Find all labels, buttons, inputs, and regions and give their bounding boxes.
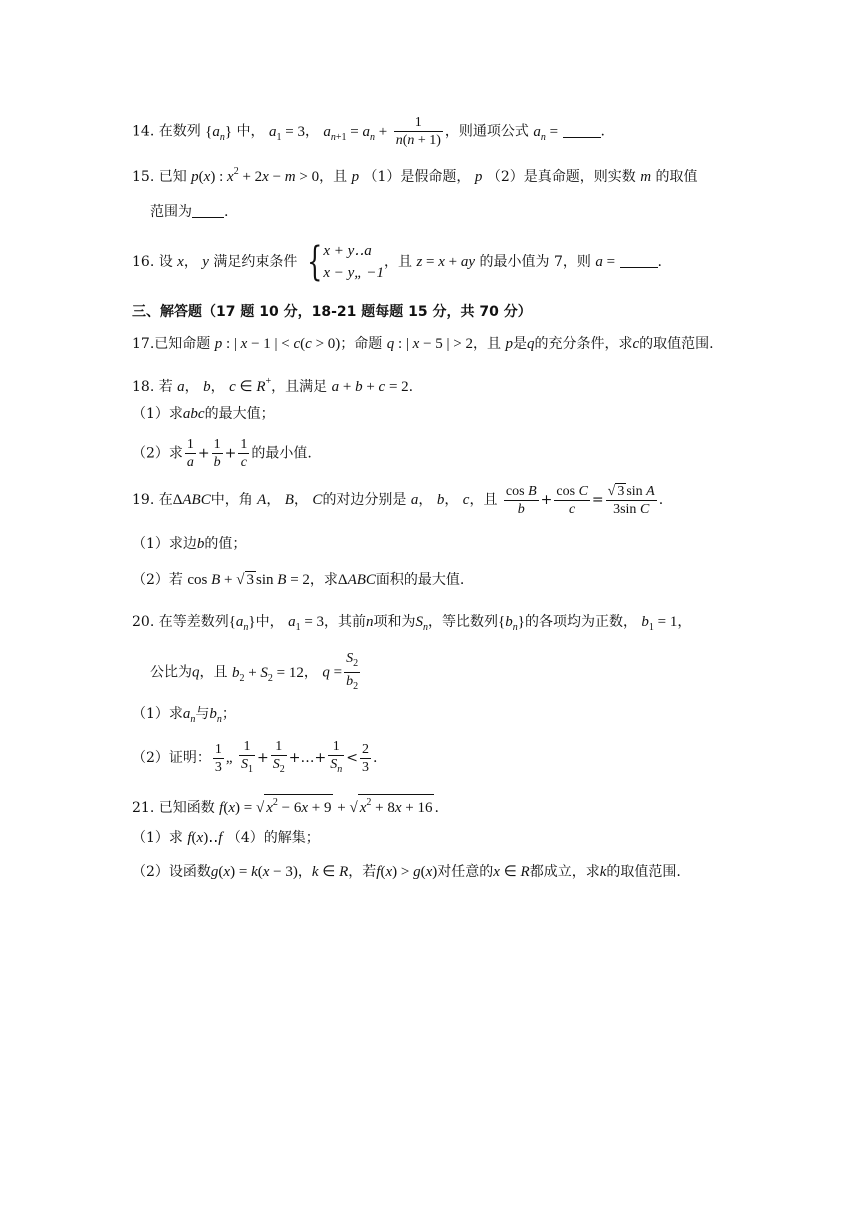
text: ；	[221, 706, 236, 722]
fraction: $\frac{1}{c}$	[240, 437, 248, 470]
answer-blank[interactable]	[620, 253, 658, 268]
fraction: $\frac{1}{S_n}$	[330, 739, 343, 775]
text: ，若	[348, 864, 377, 880]
question-21	[132, 794, 439, 818]
question-number: 15.	[132, 169, 155, 185]
question-number: 20.	[132, 614, 155, 630]
text: ，	[304, 123, 319, 140]
math: b	[196, 536, 205, 552]
constraint-system: x + y‥a x − y„ −1	[323, 243, 384, 281]
math: c	[632, 336, 640, 352]
text: 在	[158, 492, 173, 508]
math: $a_1 = 3$	[268, 123, 305, 143]
text: 中，	[255, 614, 284, 630]
text: 在等差数列	[158, 614, 229, 630]
section-title: 三、解答题（17 题 10 分，18-21 题每题 15 分，共 70 分）	[132, 304, 532, 320]
math: a	[177, 379, 185, 395]
question-16	[132, 240, 662, 284]
math: m	[640, 169, 652, 185]
text: .	[372, 750, 378, 766]
answer-blank[interactable]	[192, 203, 224, 218]
text: ，且	[469, 492, 498, 508]
answer-blank[interactable]	[563, 123, 601, 138]
question-15-cont	[150, 202, 228, 222]
fraction: $\frac{\text{cos C}}{c}$	[556, 483, 588, 517]
text: .	[657, 254, 662, 270]
text: 的对边分别是	[322, 492, 407, 508]
text: （1）求	[132, 706, 183, 722]
text: ，且满足	[271, 379, 328, 395]
text: 范围为	[150, 204, 192, 220]
question-19: 19. 在ΔABC中，角 A， B， C的对边分别是 a， b， c，且 $\frac{\text{cos B}}{b}$ + $\frac{\text{cos C}}{c}$ = $\frac{\text{√ 3 sin A}}{\text{3sin C}}$ .	[132, 483, 664, 517]
text: 在数列	[158, 123, 201, 140]
math: x	[177, 254, 184, 270]
text: ，且	[383, 254, 412, 270]
math: A	[257, 492, 267, 508]
question-20	[132, 612, 691, 638]
text: 设	[158, 254, 173, 270]
brace: {	[306, 239, 323, 285]
math: a	[410, 492, 419, 508]
math: y	[202, 254, 209, 270]
question-number: 16.	[132, 254, 155, 270]
text: 已知命题	[154, 336, 211, 352]
math: z = x + ay	[416, 254, 476, 270]
text: （2）求	[132, 445, 183, 462]
text: 已知	[158, 169, 187, 185]
question-15	[132, 162, 698, 187]
text: 中，	[236, 123, 265, 140]
text: ，	[210, 379, 225, 395]
text: 的最小值为 7，则	[479, 254, 591, 270]
question-17	[132, 334, 714, 354]
math: $a_n$ =	[533, 123, 559, 143]
text: .	[600, 123, 605, 140]
fraction: $\frac{1}{b}$	[213, 437, 221, 470]
math: p	[351, 169, 360, 185]
text: 的充分条件，求	[534, 336, 633, 352]
text: ，求	[309, 572, 338, 588]
math: k ∈ R	[311, 864, 349, 880]
text: （1）是假命题，	[363, 169, 471, 185]
text: .	[658, 492, 664, 508]
text: 是	[512, 336, 527, 352]
math: b	[203, 379, 211, 395]
math: $\{a_n\}$	[205, 123, 233, 143]
math: p	[505, 336, 513, 352]
math: a =	[595, 254, 616, 270]
text: 已知函数	[158, 800, 215, 816]
text: ，且	[319, 169, 348, 185]
fraction: $\frac{\text{√ 3 sin A}}{\text{3sin C}}$	[607, 483, 655, 517]
text: 与	[195, 706, 210, 722]
math: c ∈ R+	[229, 376, 272, 395]
math: b	[436, 492, 445, 508]
text: 的最小值.	[251, 445, 312, 462]
text: （2）是真命题，则实数	[486, 169, 636, 185]
text: 面积的最大值.	[375, 572, 465, 588]
text: ，	[184, 379, 199, 395]
math: k	[599, 864, 607, 880]
math: c	[462, 492, 470, 508]
text: .	[434, 800, 439, 816]
math: x ∈ R	[493, 864, 530, 880]
math: $a_1 = 3$	[288, 614, 325, 633]
question-20-part-1	[132, 704, 236, 730]
question-number: 19.	[132, 492, 155, 508]
math: q	[526, 336, 535, 352]
text: 公比为	[150, 664, 192, 681]
fraction: $\frac{1}{a}$	[186, 437, 194, 470]
math: $b_2 + S_2 = 12$	[231, 664, 304, 684]
math: cos B + √ 3 sin B = 2	[187, 572, 310, 588]
text: ，	[183, 254, 198, 270]
text: ，则通项公式	[444, 123, 529, 140]
question-21-part-1	[132, 828, 320, 848]
math: ΔABC	[337, 572, 376, 588]
math: ΔABC	[172, 492, 211, 508]
math: f(x) > g(x)	[376, 864, 438, 880]
math: $b_n$	[209, 706, 222, 725]
question-number: 14.	[132, 123, 155, 140]
question-20-part-2: （2）证明： $\frac{1}{3}$ „ $\frac{1}{S_1}$ + $\frac{1}{S_2}$ +…+ $\frac{1}{S_n}$ < $\frac{2}{3}$ .	[132, 738, 377, 778]
text: 的取值	[655, 169, 698, 185]
fraction: $\frac{2}{3}$	[361, 741, 369, 775]
math: $a_{n+1} = a_n$ +	[323, 123, 388, 143]
text: 的取值范围.	[606, 864, 681, 880]
text: 的值；	[204, 536, 247, 552]
math: g(x) = k(x − 3)	[210, 864, 298, 880]
text: （2）设函数	[132, 864, 211, 880]
question-number: 18.	[132, 379, 155, 395]
math: $\{a_n\}$	[228, 614, 256, 633]
math: $b_1 = 1$	[641, 614, 678, 633]
text: （2）证明：	[132, 750, 211, 766]
question-18-part-2: （2）求 $\frac{1}{a}$ + $\frac{1}{b}$ + $\frac{1}{c}$ 的最小值.	[132, 437, 312, 470]
text: ，且	[473, 336, 502, 352]
math: n	[366, 614, 374, 630]
question-18	[132, 372, 413, 397]
text: ，	[297, 864, 312, 880]
math: a + b + c = 2	[331, 379, 409, 395]
fraction: $\frac{1}{S_2}$	[272, 739, 285, 775]
math: q : | x − 5 | > 2	[386, 336, 474, 352]
text: 都成立，求	[529, 864, 600, 880]
fraction: $\frac{1}{n(n + 1)}$	[395, 115, 441, 148]
text: ，	[293, 492, 308, 508]
question-number: 21.	[132, 800, 155, 816]
text: .	[408, 379, 414, 395]
text: 的最大值；	[204, 406, 275, 422]
text: （1）求	[132, 406, 183, 422]
math: p(x) : $x^2 + 2x - m > 0$	[191, 166, 320, 185]
question-18-part-1	[132, 404, 275, 424]
text: ，且	[199, 664, 228, 681]
text: ，	[677, 614, 692, 630]
text: ，等比数列	[428, 614, 499, 630]
math: p : | x − 1 | < c(c > 0)	[214, 336, 341, 352]
text: 对任意的	[437, 864, 494, 880]
math: $\{b_n\}$	[498, 614, 525, 633]
math: $S_n$	[415, 614, 429, 633]
question-number: 17.	[132, 336, 155, 352]
question-19-part-2	[132, 570, 464, 590]
text: 的取值范围.	[639, 336, 714, 352]
math: q	[192, 664, 200, 681]
question-14	[132, 114, 605, 149]
math: p	[474, 169, 483, 185]
math: C	[312, 492, 323, 508]
text: ，	[418, 492, 433, 508]
math: abc	[182, 406, 205, 422]
text: （4）的解集；	[226, 830, 320, 846]
text: （2）若	[132, 572, 183, 588]
math: f(x) = √ $x^2 - 6x + 9$ + √ $x^2 + 8x + 16$	[219, 800, 434, 816]
fraction: $\frac{1}{3}$	[214, 741, 222, 775]
text: 的各项均为正数，	[524, 614, 637, 630]
text: ，	[266, 492, 281, 508]
math: q =	[322, 664, 343, 681]
question-19-part-1	[132, 534, 246, 554]
text: .	[224, 204, 229, 220]
math: B	[284, 492, 294, 508]
math: „	[225, 750, 233, 766]
fraction: $\frac{\text{cos B}}{b}$	[505, 483, 537, 517]
question-20-cont	[150, 650, 362, 699]
fraction: $\frac{1}{S_1}$	[241, 739, 254, 775]
text: ，其前	[324, 614, 367, 630]
math: $a_n$	[182, 706, 196, 725]
text: （1）求	[132, 830, 183, 846]
text: ；命题	[340, 336, 383, 352]
question-21-part-2	[132, 862, 681, 882]
text: （1）求边	[132, 536, 197, 552]
text: 中，角	[210, 492, 253, 508]
text: ，	[444, 492, 459, 508]
text: ，	[303, 664, 318, 681]
text: 若	[158, 379, 173, 395]
math: f(x)‥f	[187, 830, 223, 846]
text: 满足约束条件	[213, 254, 298, 270]
text: 项和为	[373, 614, 416, 630]
fraction: $\frac{S_2}{b_2}$	[346, 651, 359, 692]
